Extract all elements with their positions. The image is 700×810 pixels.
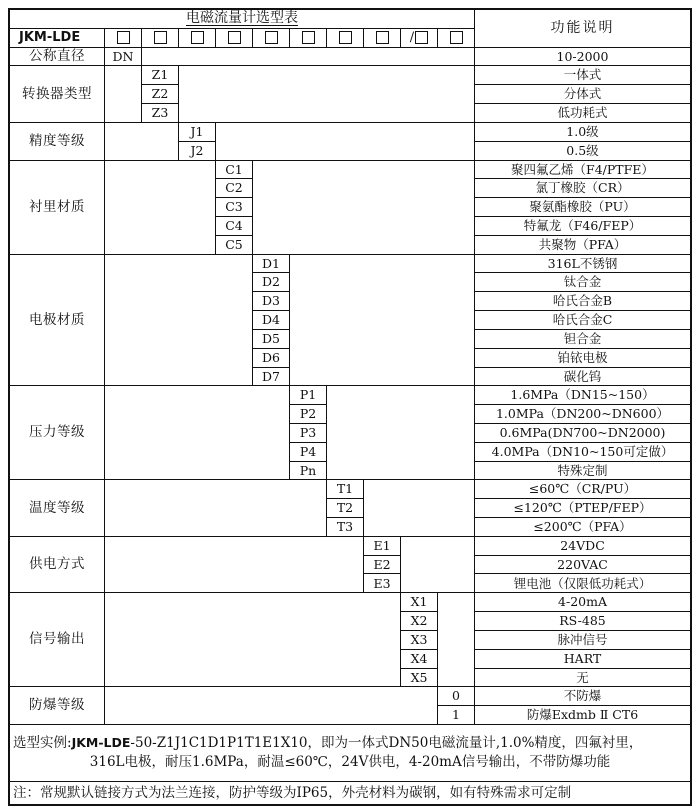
code-cell[interactable]: Pn [290, 462, 326, 480]
description-cell: ≤200℃（PFA） [475, 518, 690, 536]
checkbox-icon[interactable] [191, 31, 204, 44]
section-label: 供电方式 [10, 537, 104, 592]
description-cell: 220VAC [475, 556, 690, 574]
example-model-code: JKM-LDE [71, 735, 131, 751]
code-cell[interactable]: D6 [253, 349, 289, 367]
selection-table [8, 8, 692, 806]
section-label: 信号输出 [10, 593, 104, 686]
model-prefix: JKM-LDE [10, 29, 104, 47]
code-cell[interactable]: E1 [364, 537, 400, 555]
description-cell: 聚四氟乙烯（F4/PTFE） [475, 161, 690, 179]
example-line2: 316L电极，耐压1.6MPa，耐温≤60℃，24V供电，4-20mA信号输出，不带防爆功能 [89, 754, 611, 770]
description-cell: 1.6MPa（DN15~150） [475, 386, 690, 404]
spacer-cell [290, 255, 474, 386]
section-label: 防爆等级 [10, 687, 104, 724]
code-cell[interactable]: 1 [438, 706, 474, 724]
code-cell[interactable]: DN [105, 48, 141, 66]
description-cell: 聚氨酯橡胶（PU） [475, 198, 690, 216]
description-cell: 哈氏合金B [475, 292, 690, 310]
example-row [10, 725, 690, 781]
description-cell: RS-485 [475, 612, 690, 630]
model-checkbox-cell[interactable] [216, 29, 252, 47]
description-cell: 无 [475, 669, 690, 687]
checkbox-icon[interactable] [228, 31, 241, 44]
section-label: 温度等级 [10, 480, 104, 535]
code-cell[interactable]: C4 [216, 217, 252, 235]
spacer-cell [142, 48, 474, 66]
model-checkbox-cell[interactable] [401, 29, 437, 47]
spacer-cell [105, 123, 178, 160]
spacer-cell [216, 123, 474, 160]
spacer-cell [105, 480, 326, 535]
description-cell: 碳化钨 [475, 368, 690, 386]
code-cell[interactable]: J2 [179, 142, 215, 160]
spacer-cell [105, 593, 400, 686]
description-cell: 不防爆 [475, 687, 690, 705]
table-title [10, 10, 474, 28]
section-label: 电极材质 [10, 255, 104, 386]
description-cell: 钽合金 [475, 330, 690, 348]
checkbox-icon[interactable] [415, 31, 428, 44]
code-cell[interactable]: D7 [253, 368, 289, 386]
code-cell[interactable]: D2 [253, 273, 289, 291]
table-title-text: 电磁流量计选型表 [186, 10, 298, 27]
spacer-cell [105, 255, 252, 386]
spacer-cell [364, 480, 474, 535]
function-description-header: 功能说明 [475, 10, 690, 47]
model-checkbox-cell[interactable] [105, 29, 141, 47]
description-cell: 0.6MPa(DN700~DN2000) [475, 424, 690, 442]
code-cell[interactable]: J1 [179, 123, 215, 141]
example-prefix: 选型实例: [13, 735, 72, 752]
checkbox-icon[interactable] [265, 31, 278, 44]
checkbox-icon[interactable] [376, 31, 389, 44]
spacer-cell [327, 386, 474, 479]
model-checkbox-cell[interactable] [142, 29, 178, 47]
model-checkbox-cell[interactable] [327, 29, 363, 47]
code-cell[interactable]: X3 [401, 631, 437, 649]
description-cell: 哈氏合金C [475, 311, 690, 329]
description-cell: ≤60℃（CR/PU） [475, 480, 690, 498]
description-cell: 脉冲信号 [475, 631, 690, 649]
code-cell[interactable]: T2 [327, 499, 363, 517]
checkbox-icon[interactable] [117, 31, 130, 44]
code-cell[interactable]: Z3 [142, 104, 178, 122]
spacer-cell [105, 386, 289, 479]
description-cell: 一体式 [475, 66, 690, 84]
description-cell: 防爆Exdmb Ⅱ CT6 [475, 706, 690, 724]
model-checkbox-cell[interactable] [438, 29, 474, 47]
code-cell[interactable]: 0 [438, 687, 474, 705]
description-cell: ≤120℃（PTEP/FEP） [475, 499, 690, 517]
section-label: 精度等级 [10, 123, 104, 160]
description-cell: 钛合金 [475, 273, 690, 291]
checkbox-icon[interactable] [450, 31, 463, 44]
code-cell[interactable]: X4 [401, 650, 437, 668]
section-label: 公称直径 [10, 48, 104, 66]
model-checkbox-cell[interactable] [253, 29, 289, 47]
description-cell: 氯丁橡胶（CR） [475, 179, 690, 197]
checkbox-icon[interactable] [302, 31, 315, 44]
code-cell[interactable]: T1 [327, 480, 363, 498]
code-cell[interactable]: Z1 [142, 66, 178, 84]
example-line1 [10, 736, 690, 751]
checkbox-icon[interactable] [154, 31, 167, 44]
description-cell: 0.5级 [475, 142, 690, 160]
description-cell: 低功耗式 [475, 104, 690, 122]
spacer-cell [105, 161, 215, 254]
code-cell[interactable]: P2 [290, 405, 326, 423]
spacer-cell [105, 537, 363, 592]
description-cell: 特氟龙（F46/FEP） [475, 217, 690, 235]
code-cell[interactable]: T3 [327, 518, 363, 536]
description-cell: HART [475, 650, 690, 668]
code-cell[interactable]: D4 [253, 311, 289, 329]
description-cell: 锂电池（仅限低功耗式） [475, 574, 690, 592]
code-cell[interactable]: C3 [216, 198, 252, 216]
model-checkbox-cell[interactable] [364, 29, 400, 47]
code-cell[interactable]: D1 [253, 255, 289, 273]
model-checkbox-cell[interactable] [290, 29, 326, 47]
section-label: 转换器类型 [10, 66, 104, 121]
code-cell[interactable]: X1 [401, 593, 437, 611]
code-cell[interactable]: C1 [216, 161, 252, 179]
description-cell: 1.0MPa（DN200~DN600） [475, 405, 690, 423]
description-cell: 铂铱电极 [475, 349, 690, 367]
description-cell: 特殊定制 [475, 462, 690, 480]
description-cell: 10-2000 [475, 48, 690, 66]
example-rest: -50-Z1J1C1D1P1T1E1X10，即为一体式DN50电磁流量计,1.0%精度，四氟衬里， [130, 735, 643, 752]
description-cell: 共聚物（PFA） [475, 236, 690, 254]
section-label: 压力等级 [10, 386, 104, 479]
code-cell[interactable]: Z2 [142, 85, 178, 103]
spacer-cell [105, 687, 437, 724]
spacer-cell [105, 66, 141, 121]
code-cell[interactable]: C5 [216, 236, 252, 254]
description-cell: 4-20mA [475, 593, 690, 611]
code-cell[interactable]: D3 [253, 292, 289, 310]
code-cell[interactable]: D5 [253, 330, 289, 348]
code-cell[interactable]: E2 [364, 556, 400, 574]
code-cell[interactable]: X2 [401, 612, 437, 630]
section-label: 衬里材质 [10, 161, 104, 254]
code-cell[interactable]: E3 [364, 574, 400, 592]
code-cell[interactable]: X5 [401, 669, 437, 687]
code-cell[interactable]: P3 [290, 424, 326, 442]
code-cell[interactable]: P4 [290, 443, 326, 461]
code-cell[interactable]: P1 [290, 386, 326, 404]
description-cell: 1.0级 [475, 123, 690, 141]
description-cell: 24VDC [475, 537, 690, 555]
checkbox-icon[interactable] [339, 31, 352, 44]
slash-separator: / [409, 29, 415, 45]
spacer-cell [438, 593, 474, 686]
spacer-cell [401, 537, 474, 592]
spacer-cell [179, 66, 474, 121]
description-cell: 分体式 [475, 85, 690, 103]
spacer-cell [253, 161, 474, 254]
description-cell: 316L不锈钢 [475, 255, 690, 273]
code-cell[interactable]: C2 [216, 179, 252, 197]
note-row: 注：常规默认链接方式为法兰连接，防护等级为IP65，外壳材料为碳钢，如有特殊需求可定制 [10, 782, 690, 804]
description-cell: 4.0MPa（DN10~150可定做） [475, 443, 690, 461]
model-checkbox-cell[interactable] [179, 29, 215, 47]
